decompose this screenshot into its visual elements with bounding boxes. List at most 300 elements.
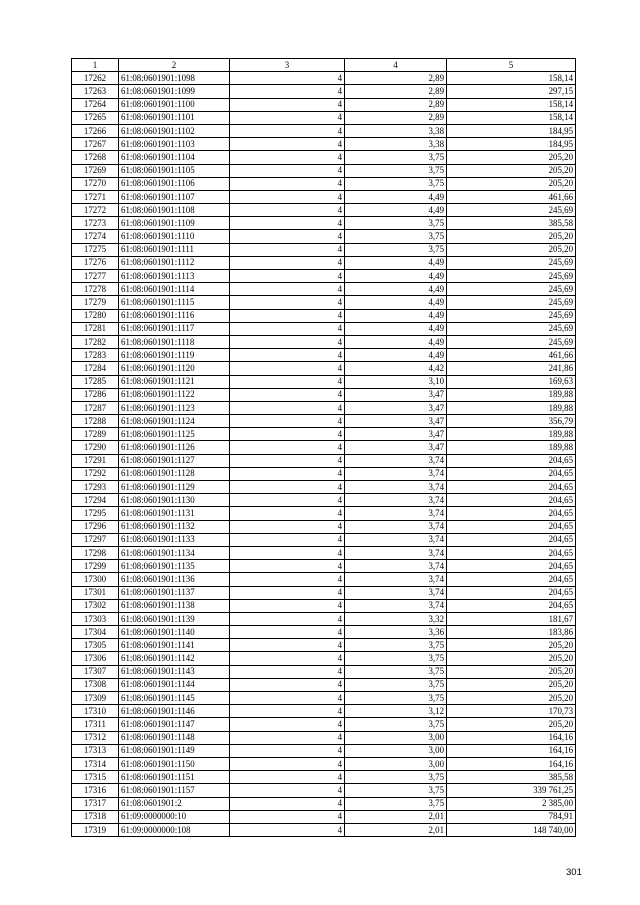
table-cell: 61:08:0601901:1113 — [119, 270, 230, 283]
table-cell: 61:08:0601901:1122 — [119, 388, 230, 401]
table-cell: 4 — [230, 639, 345, 652]
table-cell: 148 740,00 — [447, 823, 576, 836]
table-cell: 164,16 — [447, 744, 576, 757]
table-row — [72, 467, 576, 480]
table-cell: 164,16 — [447, 731, 576, 744]
table-row — [72, 164, 576, 177]
table-row — [72, 138, 576, 151]
table-cell: 61:08:0601901:1112 — [119, 256, 230, 269]
table-cell: 61:08:0601901:1142 — [119, 652, 230, 665]
table-cell: 204,65 — [447, 507, 576, 520]
table-cell: 4 — [230, 797, 345, 810]
table-cell: 61:08:0601901:2 — [119, 797, 230, 810]
table-cell: 4 — [230, 626, 345, 639]
table-cell: 17288 — [72, 415, 119, 428]
table-cell: 61:08:0601901:1143 — [119, 665, 230, 678]
table-cell: 245,69 — [447, 270, 576, 283]
table-row — [72, 797, 576, 810]
table-cell: 4,49 — [345, 349, 447, 362]
table-row — [72, 111, 576, 124]
table-cell: 4 — [230, 243, 345, 256]
table-cell: 4 — [230, 665, 345, 678]
table-cell: 4 — [230, 296, 345, 309]
table-cell: 189,88 — [447, 428, 576, 441]
table-row — [72, 546, 576, 559]
table-cell: 204,65 — [447, 599, 576, 612]
table-cell: 241,86 — [447, 362, 576, 375]
table-row — [72, 322, 576, 335]
table-cell: 17306 — [72, 652, 119, 665]
column-header: 3 — [230, 59, 345, 72]
table-cell: 2,01 — [345, 823, 447, 836]
table-cell: 204,65 — [447, 520, 576, 533]
table-row — [72, 586, 576, 599]
table-cell: 4 — [230, 744, 345, 757]
table-cell: 4,49 — [345, 322, 447, 335]
table-cell: 17268 — [72, 151, 119, 164]
table-cell: 4 — [230, 138, 345, 151]
table-row — [72, 507, 576, 520]
table-cell: 17295 — [72, 507, 119, 520]
table-row — [72, 415, 576, 428]
table-cell: 61:08:0601901:1130 — [119, 494, 230, 507]
table-cell: 3,74 — [345, 573, 447, 586]
table-row — [72, 177, 576, 190]
table-cell: 3,75 — [345, 771, 447, 784]
table-row — [72, 494, 576, 507]
table-cell: 61:08:0601901:1146 — [119, 705, 230, 718]
table-cell: 4 — [230, 124, 345, 137]
table-row — [72, 309, 576, 322]
table-cell: 2,89 — [345, 111, 447, 124]
table-cell: 17279 — [72, 296, 119, 309]
table-cell: 245,69 — [447, 256, 576, 269]
table-cell: 3,75 — [345, 217, 447, 230]
table-cell: 205,20 — [447, 243, 576, 256]
table-cell: 4,49 — [345, 335, 447, 348]
table-cell: 3,75 — [345, 151, 447, 164]
table-cell: 61:08:0601901:1118 — [119, 335, 230, 348]
table-row — [72, 757, 576, 770]
table-cell: 3,47 — [345, 401, 447, 414]
table-cell: 61:08:0601901:1148 — [119, 731, 230, 744]
table-cell: 61:08:0601901:1105 — [119, 164, 230, 177]
table-cell: 61:08:0601901:1109 — [119, 217, 230, 230]
table-cell: 17263 — [72, 85, 119, 98]
table-cell: 204,65 — [447, 586, 576, 599]
table-row — [72, 270, 576, 283]
table-row — [72, 612, 576, 625]
table-cell: 61:08:0601901:1123 — [119, 401, 230, 414]
table-cell: 61:08:0601901:1104 — [119, 151, 230, 164]
table-cell: 3,75 — [345, 177, 447, 190]
table-cell: 4 — [230, 441, 345, 454]
table-cell: 245,69 — [447, 309, 576, 322]
table-row — [72, 375, 576, 388]
table-cell: 3,74 — [345, 520, 447, 533]
table-row — [72, 705, 576, 718]
table-row — [72, 85, 576, 98]
table-cell: 4 — [230, 494, 345, 507]
table-row — [72, 217, 576, 230]
table-cell: 4 — [230, 98, 345, 111]
table-cell: 3,75 — [345, 718, 447, 731]
table-cell: 61:09:0000000:108 — [119, 823, 230, 836]
table-cell: 17275 — [72, 243, 119, 256]
table-cell: 158,14 — [447, 98, 576, 111]
table-cell: 61:08:0601901:1103 — [119, 138, 230, 151]
table-row — [72, 784, 576, 797]
table-row — [72, 190, 576, 203]
table-cell: 4 — [230, 546, 345, 559]
table-row — [72, 441, 576, 454]
table-cell: 61:08:0601901:1131 — [119, 507, 230, 520]
table-cell: 4,49 — [345, 296, 447, 309]
table-cell: 3,75 — [345, 797, 447, 810]
table-cell: 189,88 — [447, 441, 576, 454]
table-cell: 61:08:0601901:1102 — [119, 124, 230, 137]
table-row — [72, 283, 576, 296]
table-cell: 17312 — [72, 731, 119, 744]
table-cell: 61:08:0601901:1098 — [119, 72, 230, 85]
table-row — [72, 481, 576, 494]
column-header: 5 — [447, 59, 576, 72]
table-cell: 4 — [230, 784, 345, 797]
table-cell: 61:08:0601901:1140 — [119, 626, 230, 639]
table-cell: 4 — [230, 652, 345, 665]
table-cell: 61:08:0601901:1114 — [119, 283, 230, 296]
table-cell: 4 — [230, 362, 345, 375]
table-cell: 3,12 — [345, 705, 447, 718]
table-cell: 4 — [230, 533, 345, 546]
table-cell: 4 — [230, 111, 345, 124]
table-row — [72, 810, 576, 823]
table-cell: 3,75 — [345, 164, 447, 177]
table-cell: 61:08:0601901:1134 — [119, 546, 230, 559]
table-cell: 4 — [230, 164, 345, 177]
table-cell: 204,65 — [447, 560, 576, 573]
table-cell: 297,15 — [447, 85, 576, 98]
table-cell: 61:09:0000000:10 — [119, 810, 230, 823]
column-header: 2 — [119, 59, 230, 72]
table-row — [72, 626, 576, 639]
table-cell: 4,49 — [345, 256, 447, 269]
table-cell: 17300 — [72, 573, 119, 586]
table-row — [72, 428, 576, 441]
table-cell: 3,47 — [345, 441, 447, 454]
table-cell: 17296 — [72, 520, 119, 533]
table-row — [72, 718, 576, 731]
table-cell: 17269 — [72, 164, 119, 177]
table-cell: 4,42 — [345, 362, 447, 375]
table-cell: 3,00 — [345, 731, 447, 744]
table-row — [72, 533, 576, 546]
table-cell: 17284 — [72, 362, 119, 375]
table-cell: 4 — [230, 467, 345, 480]
table-cell: 17316 — [72, 784, 119, 797]
table-cell: 17282 — [72, 335, 119, 348]
table-row — [72, 256, 576, 269]
table-cell: 3,00 — [345, 744, 447, 757]
table-cell: 17319 — [72, 823, 119, 836]
table-cell: 17299 — [72, 560, 119, 573]
table-cell: 4 — [230, 190, 345, 203]
cadastral-value-table — [71, 58, 576, 837]
table-cell: 461,66 — [447, 349, 576, 362]
table-cell: 61:08:0601901:1141 — [119, 639, 230, 652]
table-cell: 61:08:0601901:1111 — [119, 243, 230, 256]
table-cell: 205,20 — [447, 177, 576, 190]
table-cell: 61:08:0601901:1116 — [119, 309, 230, 322]
table-cell: 4 — [230, 692, 345, 705]
table-row — [72, 151, 576, 164]
table-cell: 4,49 — [345, 270, 447, 283]
table-cell: 17264 — [72, 98, 119, 111]
table-cell: 61:08:0601901:1108 — [119, 204, 230, 217]
table-cell: 205,20 — [447, 718, 576, 731]
table-row — [72, 124, 576, 137]
table-row — [72, 362, 576, 375]
table-cell: 4,49 — [345, 309, 447, 322]
table-cell: 3,74 — [345, 481, 447, 494]
table-cell: 17267 — [72, 138, 119, 151]
table-row — [72, 335, 576, 348]
table-cell: 4 — [230, 481, 345, 494]
table-cell: 3,75 — [345, 243, 447, 256]
table-cell: 17317 — [72, 797, 119, 810]
table-cell: 17262 — [72, 72, 119, 85]
table-cell: 61:08:0601901:1099 — [119, 85, 230, 98]
table-cell: 4 — [230, 375, 345, 388]
table-cell: 169,63 — [447, 375, 576, 388]
table-cell: 4 — [230, 678, 345, 691]
table-row — [72, 639, 576, 652]
table-cell: 17291 — [72, 454, 119, 467]
table-row — [72, 560, 576, 573]
column-header: 4 — [345, 59, 447, 72]
table-cell: 3,10 — [345, 375, 447, 388]
table-cell: 17298 — [72, 546, 119, 559]
table-cell: 356,79 — [447, 415, 576, 428]
table-cell: 204,65 — [447, 454, 576, 467]
table-cell: 61:08:0601901:1126 — [119, 441, 230, 454]
table-cell: 784,91 — [447, 810, 576, 823]
table-cell: 204,65 — [447, 573, 576, 586]
table-cell: 17293 — [72, 481, 119, 494]
table-cell: 17302 — [72, 599, 119, 612]
table-cell: 3,75 — [345, 678, 447, 691]
table-row — [72, 72, 576, 85]
table-cell: 4 — [230, 573, 345, 586]
table-row — [72, 388, 576, 401]
table-cell: 245,69 — [447, 322, 576, 335]
table-cell: 4 — [230, 204, 345, 217]
table-row — [72, 573, 576, 586]
table-cell: 17289 — [72, 428, 119, 441]
table-cell: 17266 — [72, 124, 119, 137]
table-cell: 4 — [230, 322, 345, 335]
table-cell: 17292 — [72, 467, 119, 480]
table-cell: 4 — [230, 454, 345, 467]
table-cell: 4 — [230, 507, 345, 520]
table-row — [72, 243, 576, 256]
table-cell: 385,58 — [447, 771, 576, 784]
table-cell: 61:08:0601901:1139 — [119, 612, 230, 625]
table-cell: 61:08:0601901:1100 — [119, 98, 230, 111]
table-cell: 61:08:0601901:1121 — [119, 375, 230, 388]
table-cell: 61:08:0601901:1147 — [119, 718, 230, 731]
table-row — [72, 454, 576, 467]
table-cell: 17273 — [72, 217, 119, 230]
table-cell: 183,86 — [447, 626, 576, 639]
table-cell: 61:08:0601901:1125 — [119, 428, 230, 441]
table-cell: 17280 — [72, 309, 119, 322]
table-row — [72, 296, 576, 309]
table-cell: 4 — [230, 599, 345, 612]
table-cell: 385,58 — [447, 217, 576, 230]
table-cell: 17318 — [72, 810, 119, 823]
table-cell: 2,89 — [345, 85, 447, 98]
table-cell: 17309 — [72, 692, 119, 705]
table-cell: 17308 — [72, 678, 119, 691]
table-cell: 3,74 — [345, 560, 447, 573]
table-row — [72, 692, 576, 705]
column-header: 1 — [72, 59, 119, 72]
table-cell: 2,89 — [345, 98, 447, 111]
table-cell: 4 — [230, 718, 345, 731]
table-cell: 4,49 — [345, 204, 447, 217]
table-cell: 4 — [230, 309, 345, 322]
table-cell: 3,75 — [345, 665, 447, 678]
table-row — [72, 678, 576, 691]
table-cell: 3,47 — [345, 428, 447, 441]
table-cell: 4 — [230, 771, 345, 784]
table-cell: 4 — [230, 810, 345, 823]
table-cell: 61:08:0601901:1119 — [119, 349, 230, 362]
table-row — [72, 401, 576, 414]
table-cell: 4 — [230, 415, 345, 428]
table-cell: 205,20 — [447, 164, 576, 177]
table-cell: 4 — [230, 151, 345, 164]
table-cell: 17277 — [72, 270, 119, 283]
table-cell: 3,74 — [345, 533, 447, 546]
table-cell: 61:08:0601901:1101 — [119, 111, 230, 124]
table-cell: 205,20 — [447, 692, 576, 705]
table-cell: 189,88 — [447, 388, 576, 401]
table-cell: 3,74 — [345, 507, 447, 520]
table-cell: 170,73 — [447, 705, 576, 718]
table-cell: 245,69 — [447, 204, 576, 217]
table-cell: 4 — [230, 230, 345, 243]
table-cell: 61:08:0601901:1133 — [119, 533, 230, 546]
table-cell: 17297 — [72, 533, 119, 546]
table-cell: 61:08:0601901:1149 — [119, 744, 230, 757]
table-cell: 205,20 — [447, 678, 576, 691]
table-cell: 17274 — [72, 230, 119, 243]
table-cell: 204,65 — [447, 494, 576, 507]
table-cell: 4 — [230, 520, 345, 533]
table-cell: 189,88 — [447, 401, 576, 414]
table-cell: 3,74 — [345, 454, 447, 467]
table-cell: 184,95 — [447, 138, 576, 151]
table-cell: 3,32 — [345, 612, 447, 625]
table-cell: 204,65 — [447, 533, 576, 546]
table-cell: 3,47 — [345, 415, 447, 428]
table-cell: 2,01 — [345, 810, 447, 823]
table-cell: 17311 — [72, 718, 119, 731]
table-cell: 61:08:0601901:1128 — [119, 467, 230, 480]
table-cell: 61:08:0601901:1120 — [119, 362, 230, 375]
table-cell: 158,14 — [447, 111, 576, 124]
table-cell: 17290 — [72, 441, 119, 454]
table-cell: 245,69 — [447, 335, 576, 348]
table-row — [72, 98, 576, 111]
table-cell: 3,75 — [345, 639, 447, 652]
table-cell: 3,75 — [345, 652, 447, 665]
table-cell: 17286 — [72, 388, 119, 401]
table-cell: 4 — [230, 757, 345, 770]
table-cell: 245,69 — [447, 283, 576, 296]
table-cell: 4 — [230, 270, 345, 283]
table-cell: 61:08:0601901:1110 — [119, 230, 230, 243]
table-cell: 17305 — [72, 639, 119, 652]
table-cell: 17270 — [72, 177, 119, 190]
table-cell: 4 — [230, 177, 345, 190]
table-cell: 4 — [230, 705, 345, 718]
table-row — [72, 731, 576, 744]
table-cell: 61:08:0601901:1157 — [119, 784, 230, 797]
table-cell: 3,75 — [345, 784, 447, 797]
table-cell: 17265 — [72, 111, 119, 124]
table-cell: 205,20 — [447, 151, 576, 164]
table-cell: 3,38 — [345, 124, 447, 137]
table-cell: 17276 — [72, 256, 119, 269]
table-body — [72, 72, 576, 837]
table-cell: 17281 — [72, 322, 119, 335]
table-row — [72, 599, 576, 612]
table-cell: 4 — [230, 560, 345, 573]
table-cell: 2 385,00 — [447, 797, 576, 810]
table-row — [72, 349, 576, 362]
table-cell: 61:08:0601901:1129 — [119, 481, 230, 494]
table-cell: 17313 — [72, 744, 119, 757]
table-cell: 17294 — [72, 494, 119, 507]
table-cell: 4 — [230, 256, 345, 269]
table-cell: 61:08:0601901:1144 — [119, 678, 230, 691]
page-number: 301 — [566, 867, 582, 878]
table-cell: 204,65 — [447, 467, 576, 480]
table-cell: 17307 — [72, 665, 119, 678]
table-cell: 17310 — [72, 705, 119, 718]
table-cell: 461,66 — [447, 190, 576, 203]
table-cell: 17304 — [72, 626, 119, 639]
table-cell: 61:08:0601901:1107 — [119, 190, 230, 203]
table-cell: 3,74 — [345, 494, 447, 507]
table-cell: 61:08:0601901:1135 — [119, 560, 230, 573]
table-row — [72, 652, 576, 665]
table-row — [72, 823, 576, 836]
table-cell: 61:08:0601901:1145 — [119, 692, 230, 705]
table-cell: 61:08:0601901:1132 — [119, 520, 230, 533]
table-cell: 61:08:0601901:1124 — [119, 415, 230, 428]
table-cell: 4,49 — [345, 283, 447, 296]
table-row — [72, 744, 576, 757]
table-cell: 4 — [230, 401, 345, 414]
table-cell: 164,16 — [447, 757, 576, 770]
table-cell: 158,14 — [447, 72, 576, 85]
table-cell: 3,74 — [345, 467, 447, 480]
table-cell: 17314 — [72, 757, 119, 770]
